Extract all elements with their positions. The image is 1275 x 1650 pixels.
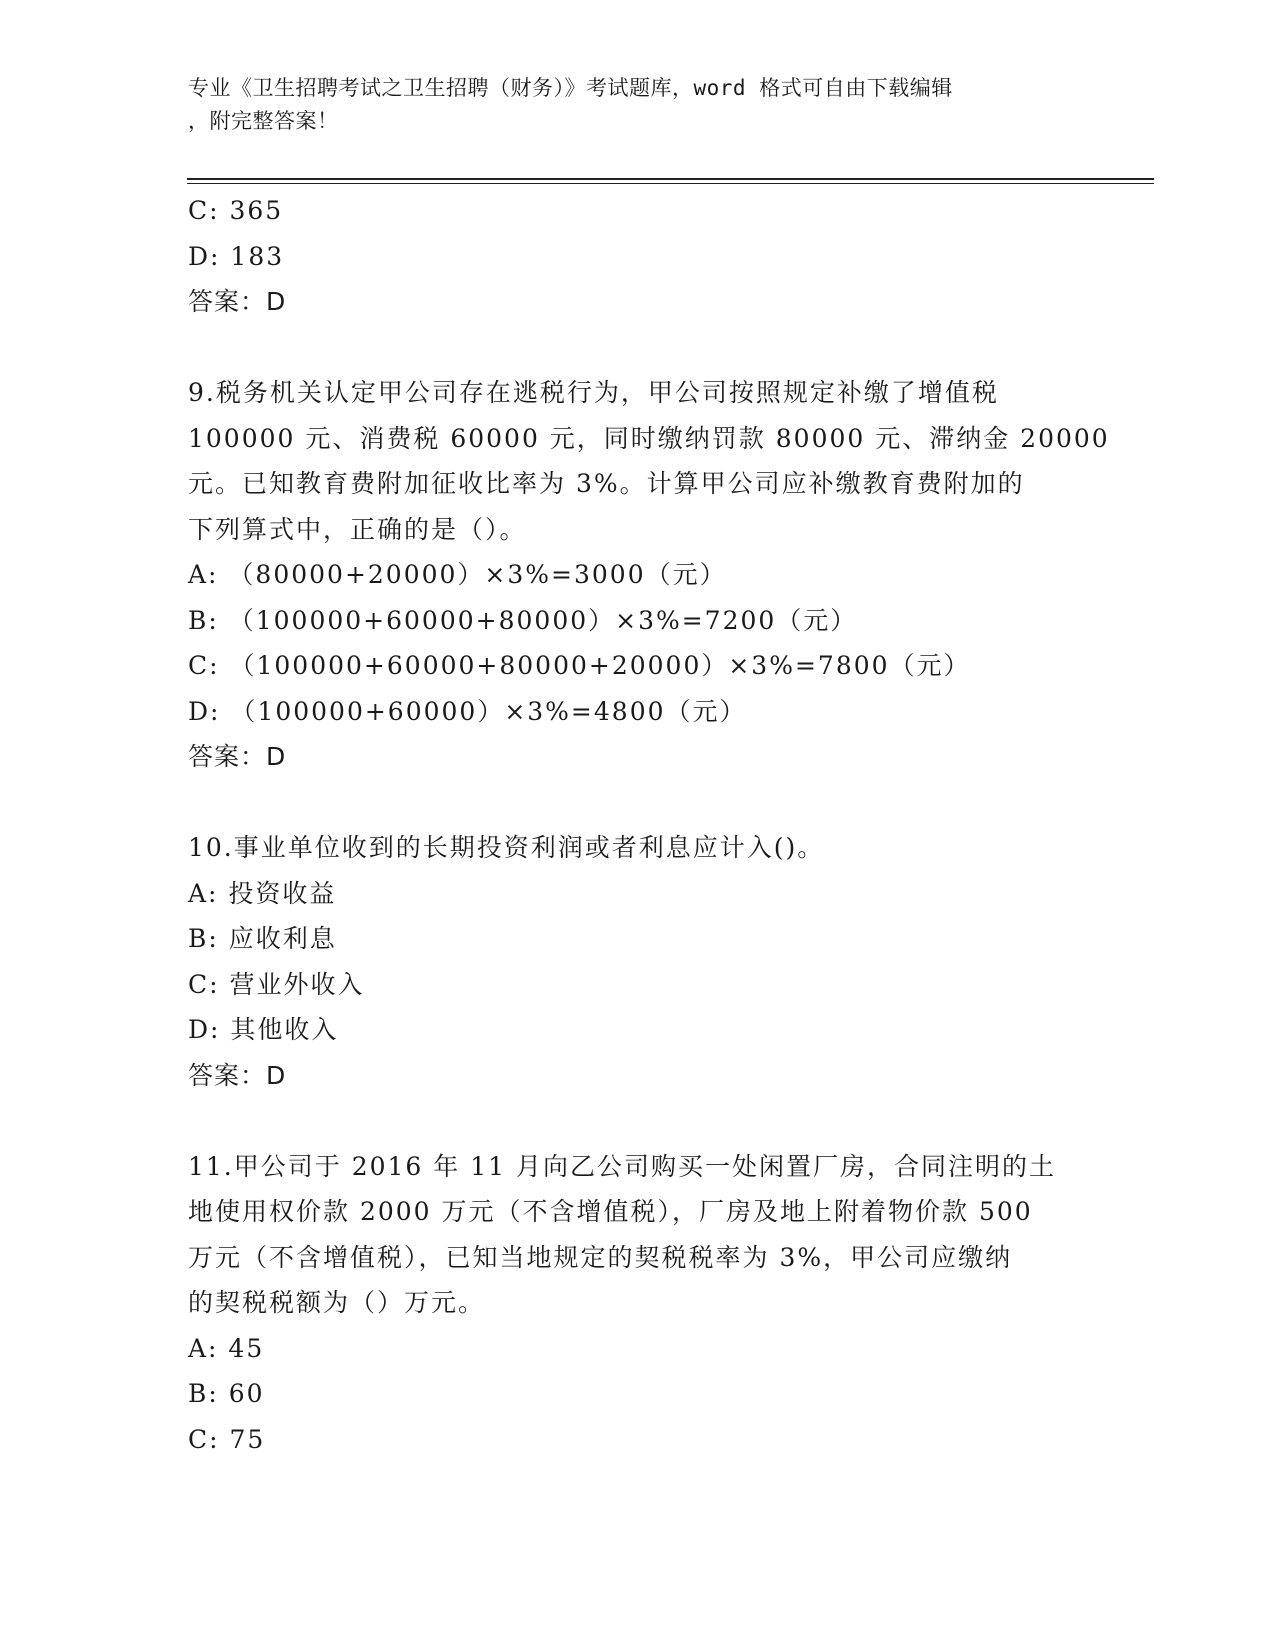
q8-answer: 答案：D	[188, 287, 287, 316]
question-list	[188, 188, 1110, 1462]
q11-option-c: C: 75	[188, 1424, 266, 1454]
question-9	[188, 370, 1110, 780]
q9-stem-line-4: 下列算式中，正确的是（）。	[188, 514, 527, 544]
q9-option-d: D: （100000+60000）×3%=4800（元）	[188, 696, 747, 726]
spacer	[188, 1098, 1088, 1144]
q10-answer: 答案：D	[188, 1060, 287, 1090]
question-8	[188, 188, 1088, 325]
q11-stem-line-3: 万元（不含增值税），已知当地规定的契税税率为 3%，甲公司应缴纳	[188, 1242, 1013, 1272]
q9-answer: 答案：D	[188, 742, 287, 771]
q9-stem-line-2: 100000 元、消费税 60000 元，同时缴纳罚款 80000 元、滞纳金 20000	[188, 423, 1110, 453]
q10-option-a: A: 投资收益	[188, 878, 337, 908]
question-10	[188, 825, 1088, 1098]
q9-option-c: C: （100000+60000+80000+20000）×3%=7800（元）	[188, 651, 971, 680]
header-line-2: ，附完整答案！	[188, 109, 339, 133]
document-header	[188, 72, 1088, 138]
q11-option-a: A: 45	[188, 1333, 265, 1363]
q11-option-b: B: 60	[188, 1379, 265, 1408]
spacer	[188, 780, 1088, 826]
header-rule-thick	[187, 178, 1154, 180]
q10-option-b: B: 应收利息	[188, 924, 337, 953]
q11-stem-line-1: 11.甲公司于 2016 年 11 月向乙公司购买一处闲置厂房，合同注明的土	[188, 1151, 1056, 1181]
q11-stem-line-2: 地使用权价款 2000 万元（不含增值税），厂房及地上附着物价款 500	[188, 1197, 1033, 1226]
q10-option-c: C: 营业外收入	[188, 969, 365, 999]
q8-option-d: D: 183	[188, 241, 285, 271]
spacer	[188, 325, 1088, 371]
header-rule-thin	[187, 183, 1154, 184]
question-11	[188, 1144, 1088, 1463]
q9-option-a: A: （80000+20000）×3%=3000（元）	[188, 560, 727, 589]
q11-stem-line-4: 的契税税额为（）万元。	[188, 1288, 486, 1317]
q9-stem-line-1: 9.税务机关认定甲公司存在逃税行为，甲公司按照规定补缴了增值税	[188, 378, 999, 407]
q9-stem-line-3: 元。已知教育费附加征收比率为 3%。计算甲公司应补缴教育费附加的	[188, 469, 1025, 498]
q10-stem: 10.事业单位收到的长期投资利润或者利息应计入()。	[188, 833, 825, 862]
q9-option-b: B: （100000+60000+80000）×3%=7200（元）	[188, 605, 858, 635]
header-line-1: 专业《卫生招聘考试之卫生招聘（财务）》考试题库，word 格式可自由下载编辑	[188, 76, 953, 100]
q8-option-c: C: 365	[188, 196, 284, 225]
q10-option-d: D: 其他收入	[188, 1015, 339, 1044]
